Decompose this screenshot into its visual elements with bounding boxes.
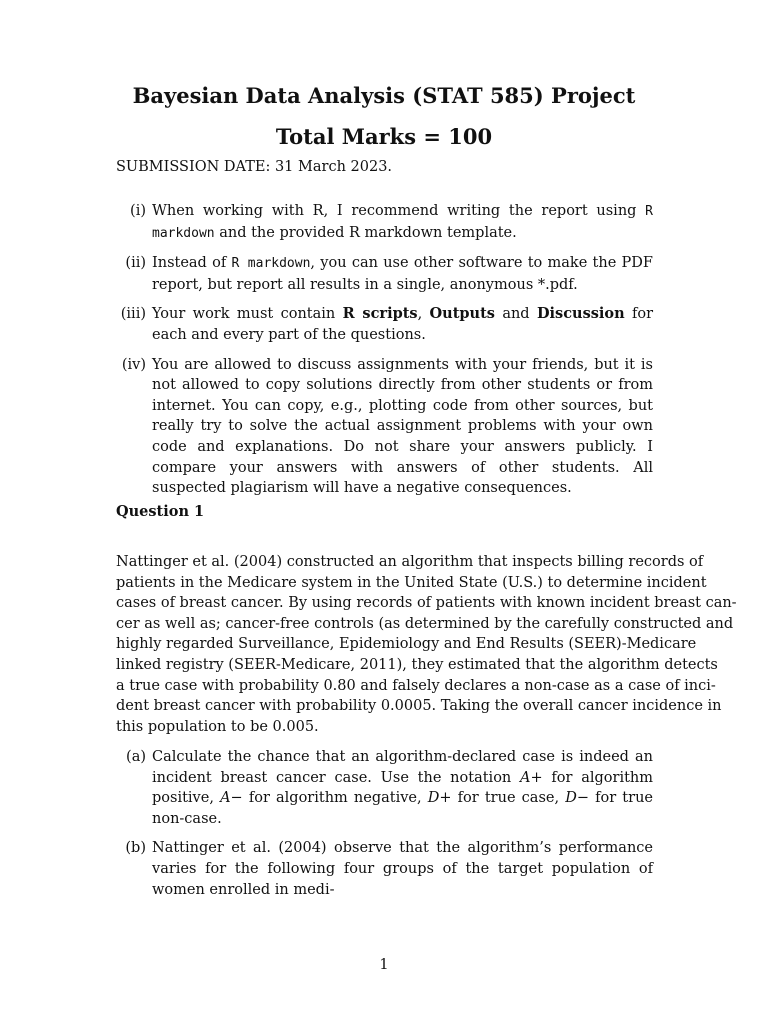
list-marker: (iv) <box>121 356 146 373</box>
paragraph-line: patients in the Medicare system in the United State (U.S.) to determine incident <box>116 574 707 591</box>
question-part-text: Nattinger et al. (2004) observe that the algorithm’s performance varies for the following four groups of the target population of women enrolled in medi- <box>152 840 653 898</box>
list-marker: (a) <box>126 749 146 765</box>
instruction-text <box>152 201 653 244</box>
list-marker: (ii) <box>125 255 146 272</box>
instruction-item <box>116 355 653 499</box>
text-run: and <box>494 306 537 323</box>
bold-text: Outputs <box>429 305 495 323</box>
list-marker: (i) <box>130 203 146 219</box>
instruction-item <box>116 304 653 345</box>
question-heading: Question 1 <box>116 503 205 520</box>
instructions-list <box>116 201 653 508</box>
paragraph-line: this population to be 0.005. <box>116 718 319 735</box>
page-number: 1 <box>379 957 389 973</box>
bold-text: R scripts <box>342 305 418 323</box>
text-run: When working with R, I recommend writing the report using <box>152 203 646 219</box>
bold-text: Discussion <box>536 305 625 323</box>
text-run: Calculate the chance that an algorithm-declared case is indeed an incident breast cancer case. Use the notation <box>152 749 653 786</box>
total-marks: Total Marks = 100 <box>275 124 493 149</box>
instruction-text <box>152 253 653 295</box>
list-marker: (iii) <box>120 306 146 323</box>
text-run: for each and every part of the questions. <box>152 306 654 343</box>
paragraph-line: a true case with probability 0.80 and falsely declares a non-case as a case of inci- <box>116 677 716 694</box>
text-run: for algorithm positive, <box>152 769 653 807</box>
paragraph-line: cer as well as; cancer-free controls (as determined by the carefully constructed and <box>116 615 734 632</box>
text-run: and the provided R markdown template. <box>214 224 517 241</box>
text-run: Your work must contain <box>152 306 343 323</box>
instruction-item <box>116 201 653 244</box>
question-parts-list <box>116 747 653 909</box>
math-symbol: D+ <box>427 790 452 807</box>
question-part <box>116 838 653 900</box>
question-paragraph <box>116 552 737 737</box>
code-text: R markdown <box>231 256 311 272</box>
submission-date: SUBMISSION DATE: 31 March 2023. <box>116 159 393 175</box>
text-run: Instead of <box>152 255 232 272</box>
instruction-text <box>152 304 653 345</box>
paragraph-line: Nattinger et al. (2004) constructed an algorithm that inspects billing records of <box>116 554 704 570</box>
instruction-item <box>116 253 653 295</box>
list-marker: (b) <box>125 840 146 857</box>
document-title: Bayesian Data Analysis (STAT 585) Project <box>132 83 636 108</box>
math-symbol: A− <box>220 790 243 807</box>
question-part-text <box>152 747 653 829</box>
paragraph-line: linked registry (SEER-Medicare, 2011), they estimated that the algorithm detects <box>116 656 718 673</box>
paragraph-line: cases of breast cancer. By using records of patients with known incident breast can- <box>116 595 737 612</box>
question-part <box>116 747 653 829</box>
text-run: , <box>417 306 430 323</box>
text-run: for true case, <box>451 790 566 807</box>
math-symbol: D− <box>565 790 589 807</box>
text-run: , you can use other software to make the PDF report, but report all results in a single, anonymous *.pdf. <box>152 255 653 293</box>
math-symbol: A+ <box>520 769 543 786</box>
paragraph-line: highly regarded Surveillance, Epidemiology and End Results (SEER)-Medicare <box>116 636 697 653</box>
text-run: for true non-case. <box>152 790 653 827</box>
code-text: R markdown <box>152 204 653 241</box>
instruction-text: You are allowed to discuss assignments with your friends, but it is not allowed to copy solutions directly from other students or from internet. You can copy, e.g., plotting code from other sources, but really try to solve the actual assignment problems with your own code and explanations. Do not share your answers publicly. I compare your answers with answers of other students. All suspected plagiarism will have a negative consequences. <box>152 356 653 497</box>
paragraph-line: dent breast cancer with probability 0.0005. Taking the overall cancer incidence in <box>116 698 722 715</box>
text-run: for algorithm negative, <box>242 790 428 807</box>
